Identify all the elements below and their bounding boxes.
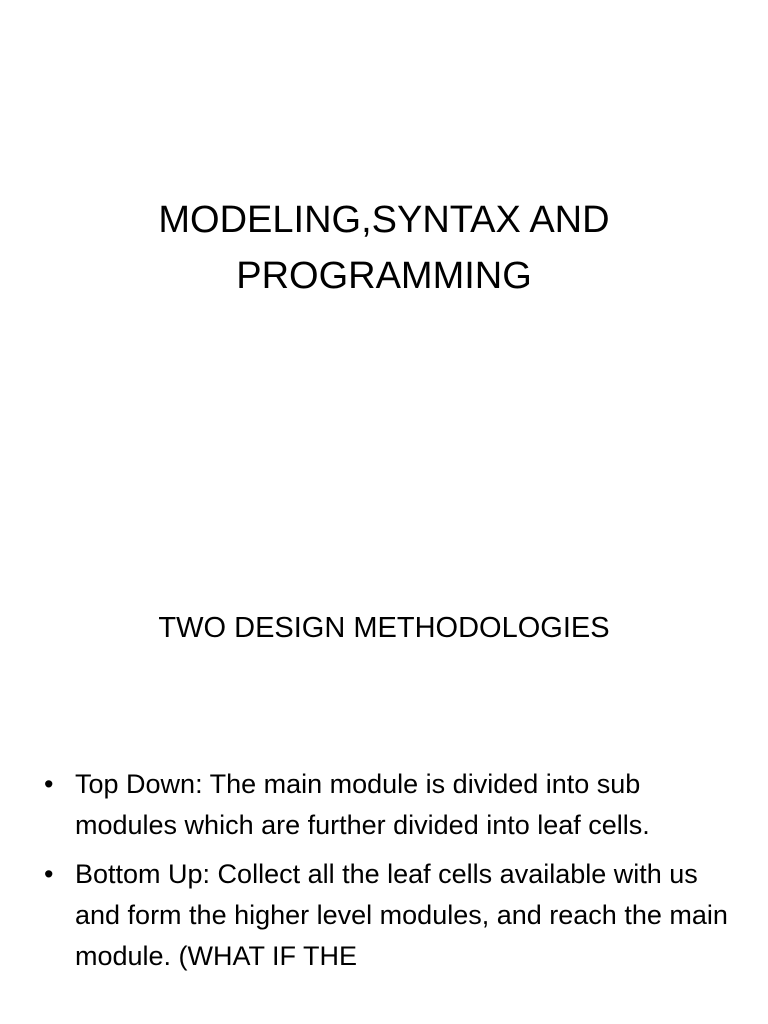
slide-title-line-1: MODELING,SYNTAX AND bbox=[158, 199, 610, 241]
bullet-text-bottom-up: Bottom Up: Collect all the leaf cells available with us and form the higher level modules, and reach the main module. (WHAT IF THE bbox=[75, 859, 728, 971]
slide-title bbox=[0, 192, 768, 304]
bullet-list bbox=[44, 764, 734, 985]
bullet-dot-icon: • bbox=[44, 859, 54, 889]
bullet-item-top-down bbox=[44, 764, 734, 846]
slide-title-line-2: PROGRAMMING bbox=[236, 255, 532, 297]
bullet-item-bottom-up bbox=[44, 854, 734, 977]
bullet-dot-icon: • bbox=[44, 769, 54, 799]
section-heading: TWO DESIGN METHODOLOGIES bbox=[158, 612, 610, 644]
bullet-text-top-down: Top Down: The main module is divided into sub modules which are further divided into leaf cells. bbox=[75, 769, 650, 840]
